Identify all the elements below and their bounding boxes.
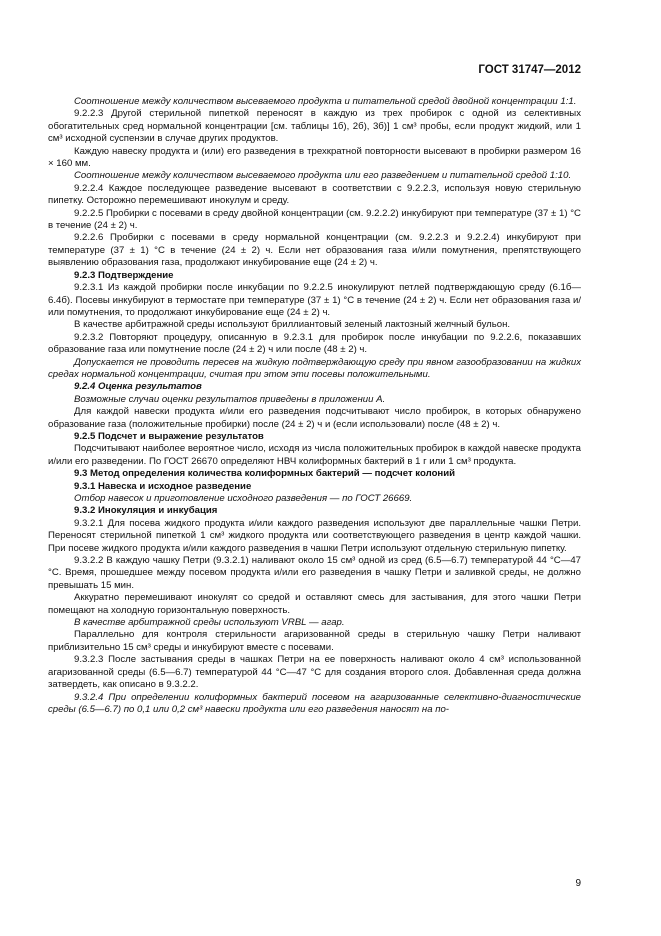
paragraph: Соотношение между количеством высеваемого продукта или его разведением и питательной средой 1:10.: [74, 170, 572, 182]
paragraph: 9.3.2.4 При определении колиформных бактерий посевом на агаризованные селективно-диагностические среды (6.5—6.7) по 0,1 или 0,2 см³ навески продукта или его разведения наносят на по-: [48, 691, 581, 715]
paragraph: Соотношение между количеством высеваемого продукта и питательной средой двойной концентрации 1:1.: [74, 96, 577, 107]
section-heading: 9.2.3 Подтверждение: [74, 269, 174, 281]
paragraph: Для каждой навески продукта и/или его разведения подсчитывают число пробирок, в которых обнаружено образование газа (положительные пробирки) после (24 ± 2) ч и (если использовали) после (48 ± 2) ч.: [48, 406, 581, 430]
paragraph: Подсчитывают наиболее вероятное число, исходя из числа положительных пробирок в каждой навеске продукта и/или его разведении. По ГОСТ 26670 определяют НВЧ колиформных бактерий в 1 г или 1 см³ продукта.: [48, 443, 581, 467]
paragraph: 9.2.3.2 Повторяют процедуру, описанную в 9.2.3.1 для пробирок после инкубации по 9.2.2.6, показавших образование газа или помутнение после (24 ± 2) ч или после (48 ± 2) ч.: [48, 331, 581, 356]
document-code: ГОСТ 31747—2012: [478, 64, 581, 76]
paragraph: В качестве арбитражной среды используют VRBL — агар.: [74, 617, 345, 629]
paragraph: 9.3.2.1 Для посева жидкого продукта и/или каждого разведения используют две параллельные чашки Петри. Переносят стерильной пипеткой 1 см³ жидкого продукта или соответствующего разведения в центр каждой чашки. При посеве жидкого продукта и/или каждого разведения в чашки Петри используют отдельную стерильную пипетку.: [48, 517, 581, 554]
section-heading: 9.3.1 Навеска и исходное разведение: [74, 480, 252, 492]
paragraph: 9.2.2.4 Каждое последующее разведение высевают в соответствии с 9.2.2.3, используя новую стерильную пипетку. Осторожно перемешивают инокулум и среду.: [48, 182, 581, 207]
paragraph: 9.2.3.1 Из каждой пробирки после инкубации по 9.2.2.5 инокулируют петлей подтверждающую среду (6.1б—6.4б). Посевы инкубируют в термостате при температуре (37 ± 1) °С в течение (24 ± 2) ч. Если нет образования газа и/или помутнения, то продолжают инкубирование еще (24 ± 2) ч.: [48, 282, 581, 318]
paragraph: Аккуратно перемешивают инокулят со средой и оставляют смесь для застывания, для этого чашки Петри помещают на холодную горизонтальную поверхность.: [48, 592, 581, 616]
paragraph: Отбор навесок и приготовление исходного разведения — по ГОСТ 26669.: [74, 493, 413, 504]
paragraph: В качестве арбитражной среды используют бриллиантовый зеленый лактозный желчный бульон.: [74, 319, 511, 331]
paragraph: Возможные случаи оценки результатов приведены в приложении А.: [74, 393, 386, 405]
paragraph: 9.2.2.3 Другой стерильной пипеткой переносят в каждую из трех пробирок с одной из селективных обогатительных сред нормальной концентрации [см. таблицы 1б), 2б), 3б)] 1 см³ пробы, если продукт жидкий, или 1 см³ исходной суспензии в случае других продуктов.: [48, 108, 581, 145]
paragraph: Каждую навеску продукта и (или) его разведения в трехкратной повторности высевают в пробирки размером 16 × 160 мм.: [48, 145, 581, 170]
paragraph: Параллельно для контроля стерильности агаризованной среды в стерильную чашку Петри наливают приблизительно 15 см³ среды и инкубируют вместе с посевами.: [48, 629, 581, 653]
paragraph: 9.2.2.6 Пробирки с посевами в среду нормальной концентрации (см. 9.2.2.3 и 9.2.2.4) инкубируют при температуре (37 ± 1) °С в течение (24 ± 2) ч. Если нет образования газа и/или помутнения, препятствующего выявлению образования газа, продолжают инкубирование еще (24 ± 2) ч.: [48, 232, 581, 269]
section-heading: 9.3 Метод определения количества колиформных бактерий — подсчет колоний: [74, 468, 456, 480]
section-heading: 9.2.4 Оценка результатов: [74, 381, 202, 393]
paragraph: 9.2.2.5 Пробирки с посевами в среду двойной концентрации (см. 9.2.2.2) инкубируют при температуре (37 ± 1) °С в течение (24 ± 2) ч.: [48, 207, 581, 232]
page-number: 9: [575, 878, 581, 889]
document-body: [48, 96, 581, 716]
paragraph: 9.3.2.2 В каждую чашку Петри (9.3.2.1) наливают около 15 см³ одной из сред (6.5—6.7) температурой 44 °С—47 °С. Время, прошедшее между посевом продукта и/или его разведения в чашку Петри и заливкой среды, не должно превышать 15 мин.: [48, 555, 581, 591]
section-heading: 9.2.5 Подсчет и выражение результатов: [74, 430, 264, 442]
section-heading: 9.3.2 Инокуляция и инкубация: [74, 505, 218, 517]
paragraph: Допускается не проводить пересев на жидкую подтверждающую среду при явном газообразовании на жидких средах нормальной концентрации, считая при этом эти посевы положительными.: [48, 356, 581, 380]
paragraph: 9.3.2.3 После застывания среды в чашках Петри на ее поверхность наливают около 4 см³ использованной агаризованной среды (6.5—6.7) температурой 44 °С—47 °С для создания второго слоя. Добавленная среда должна затвердеть, как описано в 9.3.2.2.: [48, 654, 581, 691]
